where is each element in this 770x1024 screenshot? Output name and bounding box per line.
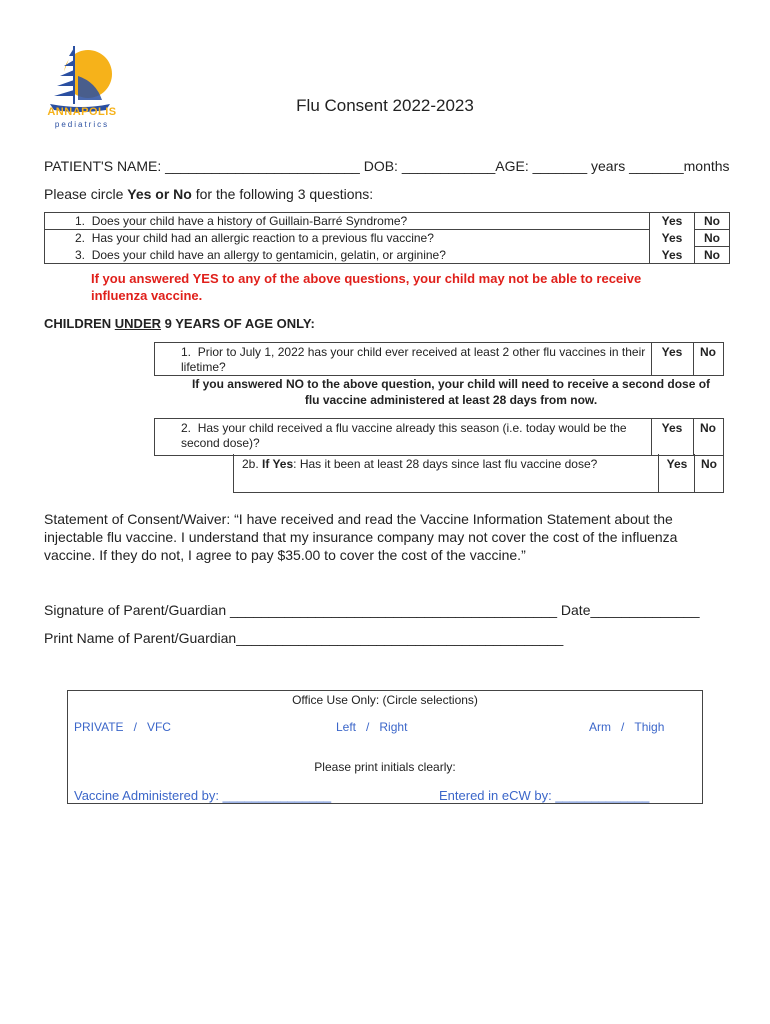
children-heading-under: UNDER	[114, 316, 162, 331]
children-q1-text	[181, 345, 651, 375]
separator: /	[133, 720, 137, 734]
signature-line[interactable]: Signature of Parent/Guardian __________________________________________ Date______________	[44, 602, 700, 618]
children-heading-post: 9 YEARS OF AGE ONLY:	[161, 316, 315, 331]
yes-option[interactable]: Yes	[650, 213, 695, 230]
question-number: 2.	[181, 421, 192, 435]
question-text: Does your child have an allergy to gentamicin, gelatin, or arginine?	[91, 247, 446, 262]
print-name-line[interactable]: Print Name of Parent/Guardian__________________________________________	[44, 630, 564, 646]
no-option[interactable]: No	[695, 213, 730, 230]
children-question-2b	[233, 454, 724, 493]
payer-selection	[74, 720, 171, 734]
logo-name: ANNAPOLIS	[47, 106, 117, 118]
question-row	[45, 213, 730, 230]
question-text: Has your child had an allergic reaction to a previous flu vaccine?	[91, 231, 434, 245]
q2b-prefix: 2b.	[242, 457, 263, 471]
separator: /	[621, 720, 625, 734]
divider	[693, 343, 694, 375]
children-heading	[44, 316, 315, 331]
instruction-bold: Yes or No	[127, 186, 192, 202]
question-text: Prior to July 1, 2022 has your child ever received at least 2 other flu vaccines in their lifetime?	[181, 345, 646, 374]
question-text: Does your child have a history of Guillain-Barré Syndrome?	[91, 214, 408, 228]
office-use-title: Office Use Only: (Circle selections)	[292, 693, 478, 707]
office-use-box	[67, 690, 703, 804]
children-question-2	[154, 418, 724, 456]
question-cell	[45, 230, 650, 247]
side-selection	[336, 720, 407, 734]
q2b-text: : Has it been at least 28 days since last flu vaccine dose?	[293, 457, 598, 471]
question-number: 3.	[75, 247, 86, 262]
patient-info-line: PATIENT'S NAME: _________________________ DOB: ____________AGE: _______ years _______months	[44, 158, 730, 174]
site-selection	[589, 720, 664, 734]
right-option[interactable]: Right	[379, 720, 408, 734]
divider	[693, 419, 694, 455]
children-q2-text	[181, 421, 641, 451]
instruction-pre: Please circle	[44, 186, 128, 202]
vfc-option[interactable]: VFC	[146, 720, 171, 734]
instruction-text	[44, 186, 373, 202]
children-q2b-text	[242, 457, 642, 471]
divider	[658, 454, 659, 492]
yes-option[interactable]: Yes	[650, 247, 695, 264]
yes-option[interactable]: Yes	[650, 230, 695, 247]
children-heading-pre: CHILDREN	[44, 316, 115, 331]
question-number: 1.	[75, 214, 86, 228]
question-text: Has your child received a flu vaccine already this season (i.e. today would be the second dose)?	[181, 421, 627, 450]
question-row	[45, 230, 730, 247]
administered-by-field[interactable]: Vaccine Administered by: _______________	[74, 788, 332, 803]
arm-option[interactable]: Arm	[589, 720, 611, 734]
annapolis-logo	[44, 44, 120, 130]
yes-option[interactable]: Yes	[661, 345, 683, 359]
left-option[interactable]: Left	[336, 720, 357, 734]
divider	[651, 419, 652, 455]
no-option[interactable]: No	[700, 421, 716, 435]
question-cell	[45, 213, 650, 230]
consent-statement: Statement of Consent/Waiver: “I have received and read the Vaccine Information Statement about the injectable flu vaccine. I understand that my insurance company may not cover the cost of the influenza vaccine. If they do not, I agree to pay $35.00 to cover the cost of the vaccine.”	[44, 511, 678, 563]
question-cell	[45, 247, 650, 264]
warning-text: If you answered YES to any of the above questions, your child may not be able to receive influenza vaccine.	[91, 271, 642, 303]
separator: /	[366, 720, 370, 734]
initials-instruction: Please print initials clearly:	[314, 760, 456, 774]
screening-questions-table	[44, 212, 730, 264]
private-option[interactable]: PRIVATE	[74, 720, 124, 734]
question-number: 2.	[75, 231, 86, 245]
no-option[interactable]: No	[695, 230, 730, 247]
instruction-post: for the following 3 questions:	[191, 186, 374, 202]
yes-option[interactable]: Yes	[666, 457, 688, 471]
yes-option[interactable]: Yes	[661, 421, 683, 435]
children-question-1	[154, 342, 724, 376]
second-dose-note: If you answered NO to the above question, your child will need to receive a second dose of flu vaccine administered at least 28 days from now.	[191, 377, 711, 407]
no-option[interactable]: No	[695, 247, 730, 264]
question-row	[45, 247, 730, 264]
logo-subtitle: pediatrics	[54, 120, 110, 129]
no-option[interactable]: No	[700, 345, 716, 359]
page-title: Flu Consent 2022-2023	[296, 96, 474, 115]
thigh-option[interactable]: Thigh	[634, 720, 665, 734]
q2b-bold: If Yes	[262, 457, 294, 471]
divider	[651, 343, 652, 375]
divider	[694, 454, 695, 492]
no-option[interactable]: No	[701, 457, 717, 471]
entered-ecw-field[interactable]: Entered in eCW by: _____________	[439, 788, 650, 803]
question-number: 1.	[181, 345, 192, 359]
